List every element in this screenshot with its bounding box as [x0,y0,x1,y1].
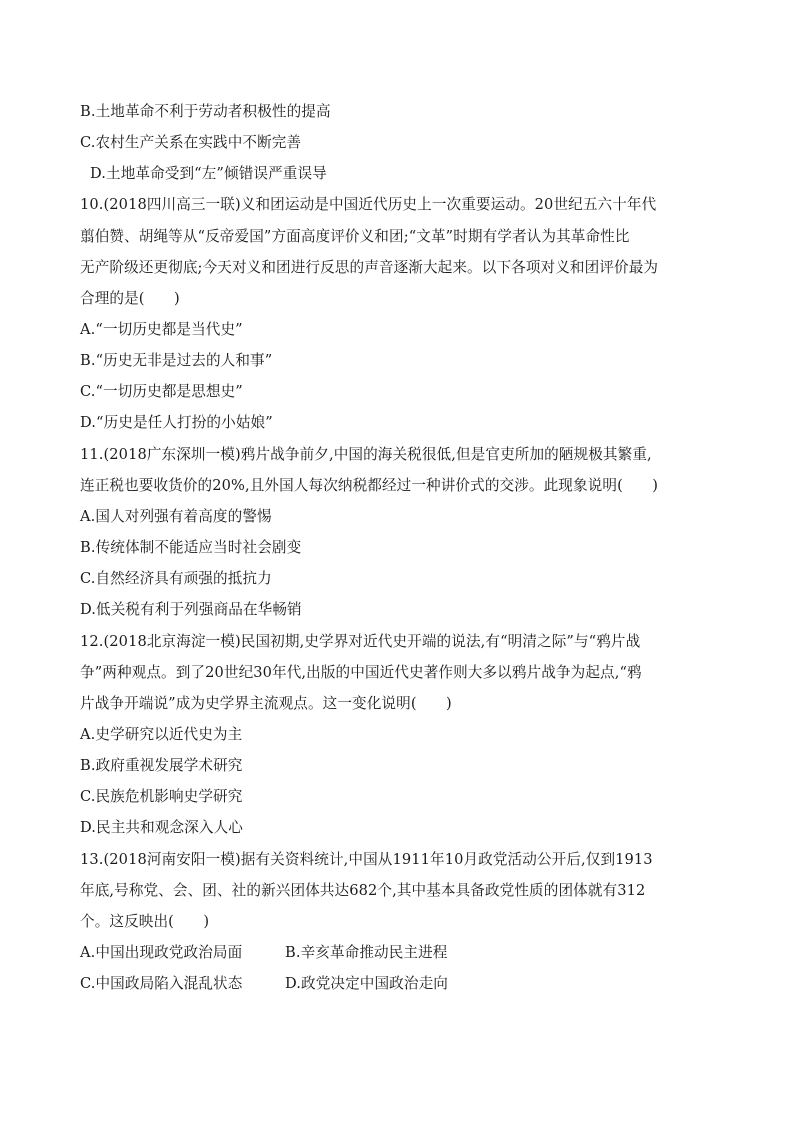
q11-option-c: C.自然经济具有顽强的抵抗力 [80,570,272,587]
q13-stem-line-1: 13.(2018河南安阳一模)据有关资料统计,中国从1911年10月政党活动公开后,仅到1913 [80,851,653,868]
q12-option-d: D.民主共和观念深入人心 [80,819,243,836]
q12-stem-line-2: 争”两种观点。到了20世纪30年代,出版的中国近代史著作则大多以鸦片战争为起点,“鸦 [80,664,642,681]
q13-stem-line-3: 个。这反映出( ) [80,913,210,930]
q12-stem-line-1: 12.(2018北京海淀一模)民国初期,史学界对近代史开端的说法,有“明清之际”与“鸦片战 [80,633,641,650]
q13-option-a: A.中国出现政党政治局面 [80,944,243,961]
q12-option-a: A.史学研究以近代史为主 [80,726,243,743]
q11-option-b: B.传统体制不能适应当时社会剧变 [80,539,302,556]
q10-stem-line-2: 翦伯赞、胡绳等从“反帝爱国”方面高度评价义和团;“文革”时期有学者认为其革命性比 [80,228,630,245]
q13-option-d: D.政党决定中国政治走向 [285,975,448,992]
q10-option-c: C.“一切历史都是思想史” [80,383,243,400]
q9-option-c: C.农村生产关系在实践中不断完善 [80,134,302,151]
q13-options-row-2 [80,974,448,994]
q11-stem-line-1: 11.(2018广东深圳一模)鸦片战争前夕,中国的海关税很低,但是官吏所加的陋规极其繁重, [80,446,652,463]
q10-option-b: B.“历史无非是过去的人和事” [80,352,273,369]
q10-option-d: D.“历史是任人打扮的小姑娘” [80,414,273,431]
q10-stem-line-1: 10.(2018四川高三一联)义和团运动是中国近代历史上一次重要运动。20世纪五六十年代 [80,196,657,213]
q13-option-c: C.中国政局陷入混乱状态 [80,975,243,992]
q12-option-b: B.政府重视发展学术研究 [80,757,243,774]
q13-stem-line-2: 年底,号称党、会、团、社的新兴团体共达682个,其中基本具备政党性质的团体就有312 [80,882,646,899]
q9-option-b: B.土地革命不利于劳动者积极性的提高 [80,103,331,120]
q11-option-d: D.低关税有利于列强商品在华畅销 [80,601,302,618]
q13-options-row-1 [80,943,448,963]
q13-option-b: B.辛亥革命推动民主进程 [285,944,448,961]
q12-option-c: C.民族危机影响史学研究 [80,788,243,805]
q10-option-a: A.“一切历史都是当代史” [80,321,243,338]
q11-option-a: A.国人对列强有着高度的警惕 [80,508,272,525]
q11-stem-line-2: 连正税也要收货价的20%,且外国人每次纳税都经过一种讲价式的交涉。此现象说明( ) [80,477,659,494]
q9-option-d: D.土地革命受到“左”倾错误严重误导 [90,165,327,182]
q10-stem-line-4: 合理的是( ) [80,290,180,307]
q12-stem-line-3: 片战争开端说”成为史学界主流观点。这一变化说明( ) [80,695,452,712]
q10-stem-line-3: 无产阶级还更彻底;今天对义和团进行反思的声音逐渐大起来。以下各项对义和团评价最为 [80,259,659,276]
